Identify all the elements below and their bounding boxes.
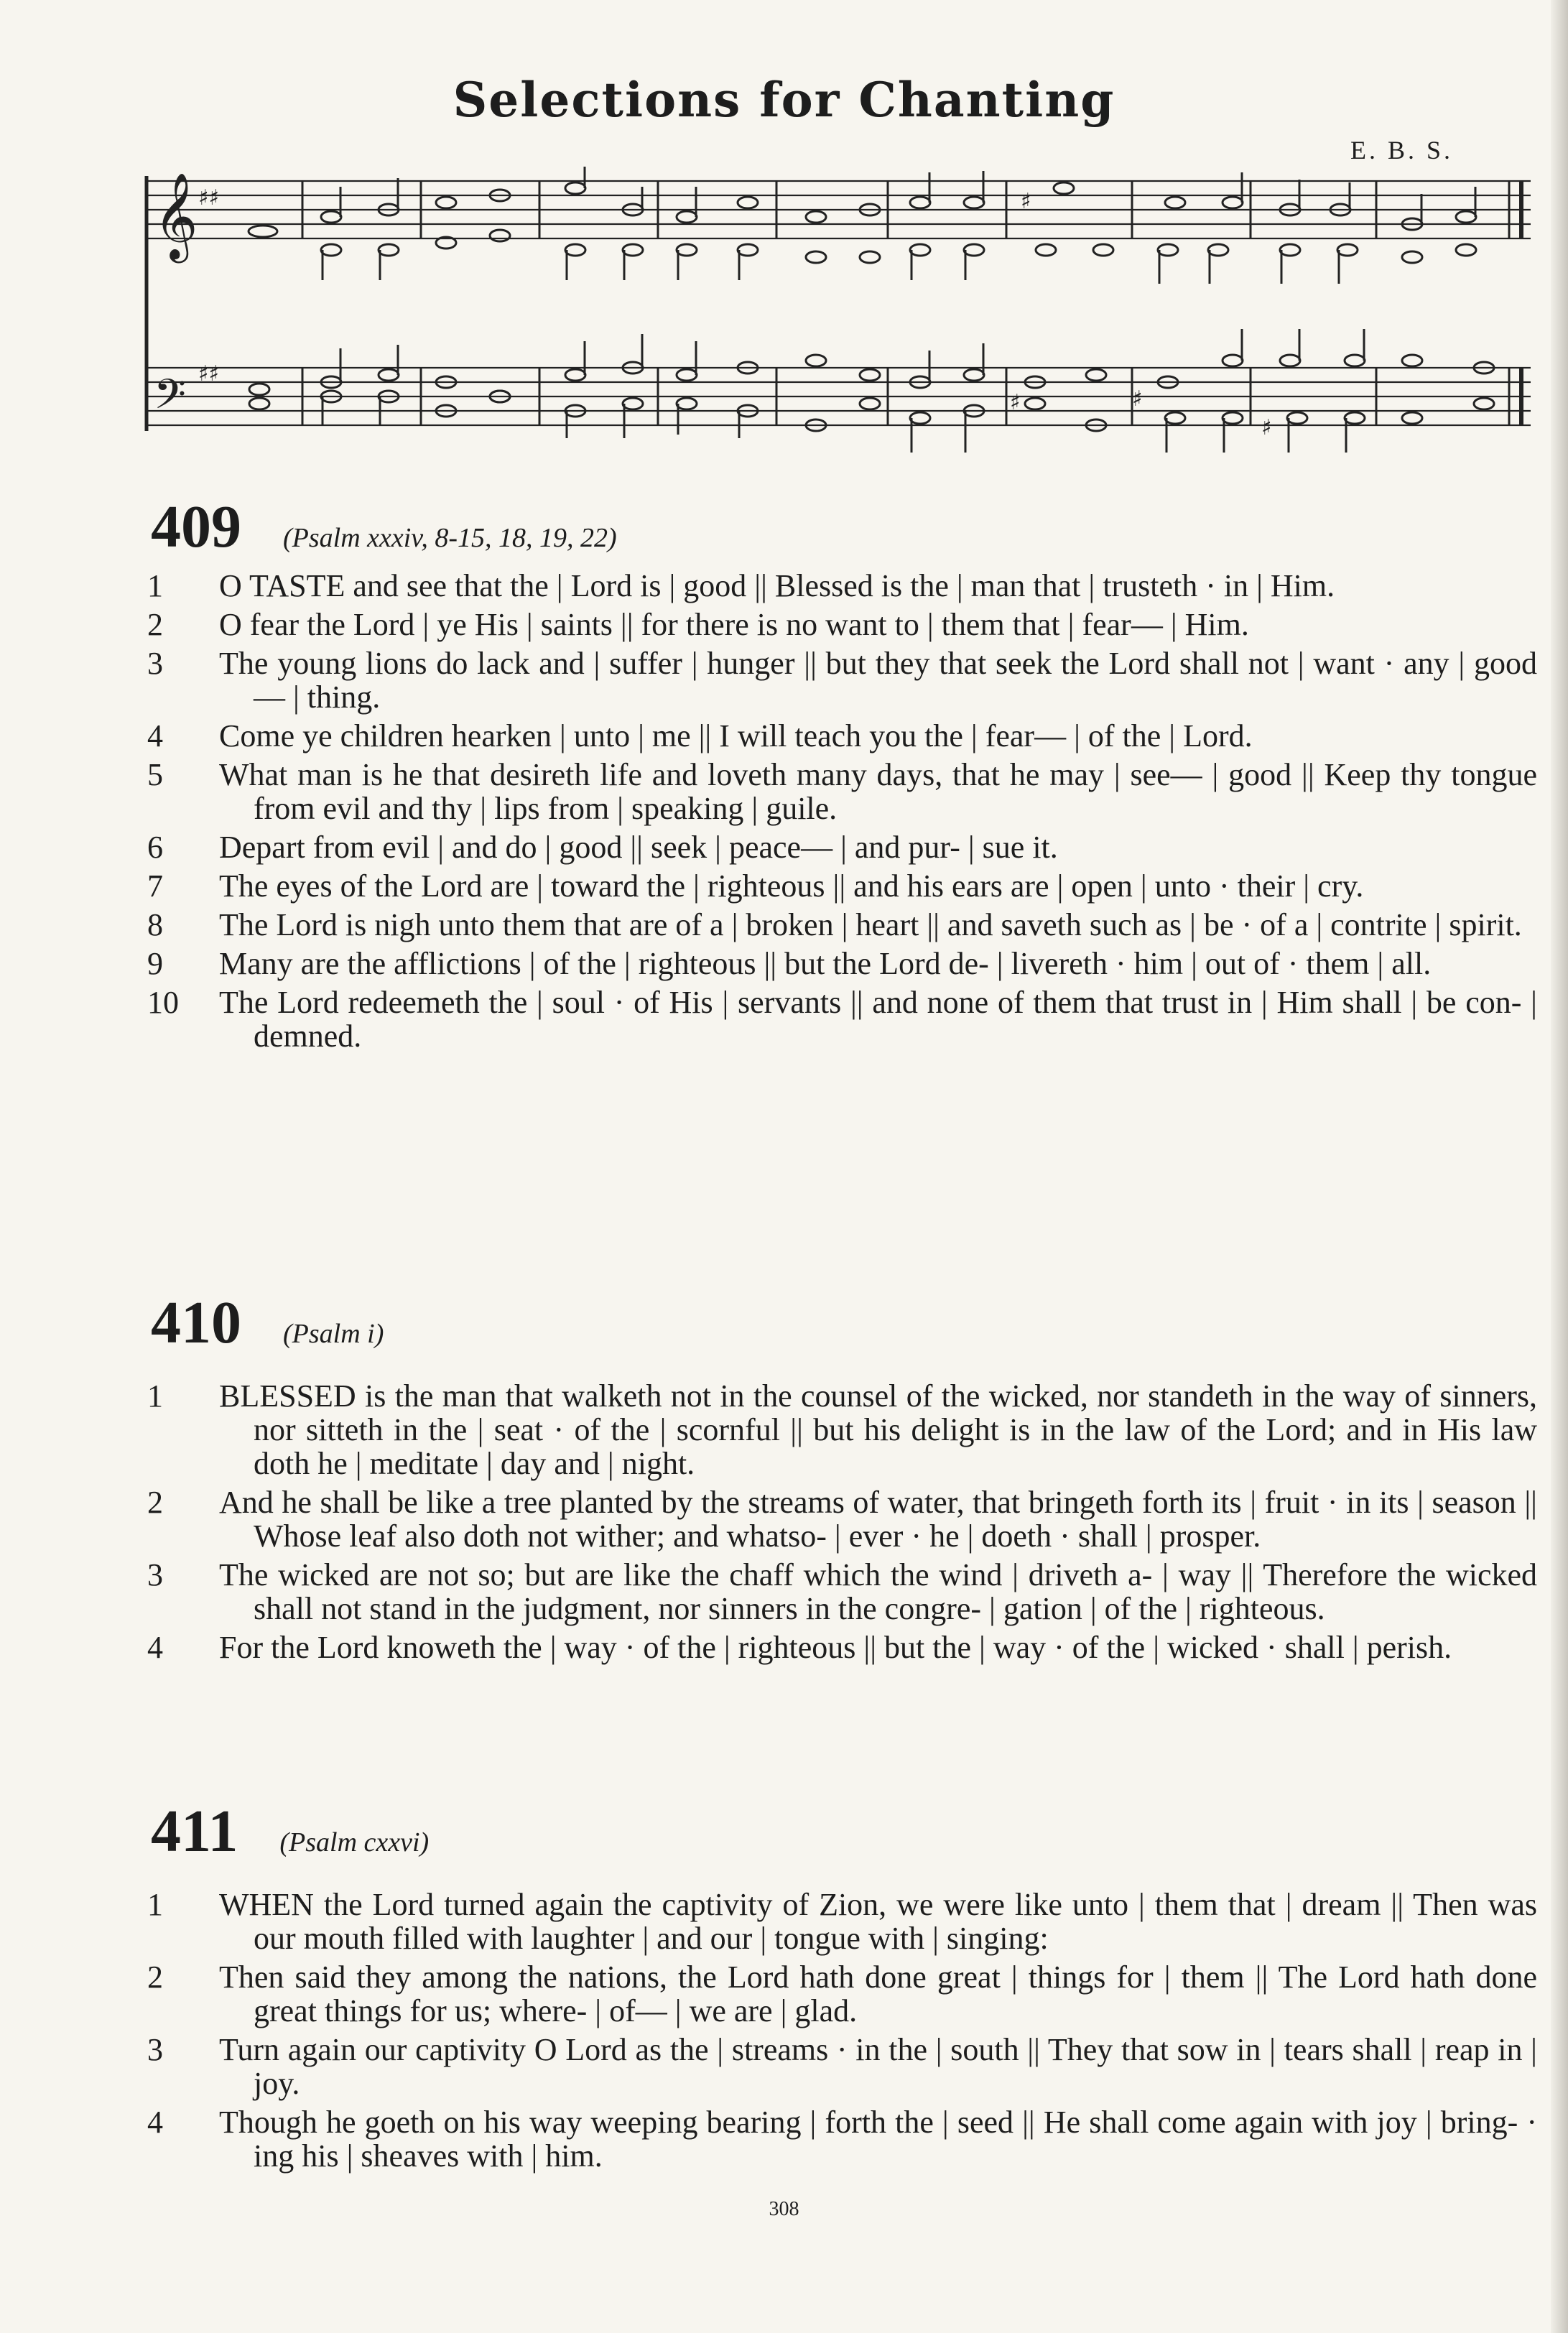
treble-staff: [148, 181, 1531, 238]
psalm-411-heading: [151, 1798, 430, 1865]
verse: 1 WHEN the Lord turned again the captivity of Zion, we were like unto | them that | dream || Then was our mouth filled with laughter | and our | tongue with | singing:: [147, 1887, 1537, 1956]
page-title: Selections for Chanting: [453, 72, 1115, 128]
verse: 8 The Lord is nigh unto them that are of a | broken | heart || and saveth such as | be · of a | contrite | spirit.: [147, 907, 1522, 942]
svg-text:♯: ♯: [1021, 189, 1031, 214]
verse: 4 For the Lord knoweth the | way · of the | righteous || but the | way · of the | wicked · shall | perish.: [147, 1630, 1452, 1665]
svg-text:𝄢: 𝄢: [154, 370, 187, 429]
psalm-number: 409: [151, 493, 241, 560]
verse: 2 O fear the Lord | ye His | saints || for there is no want to | them that | fear— | Him.: [147, 607, 1249, 642]
psalm-reference: (Psalm i): [283, 1319, 384, 1349]
chant-score: [141, 165, 1541, 467]
verse: 7 The eyes of the Lord are | toward the | righteous || and his ears are | open | unto · their | cry.: [147, 868, 1364, 904]
verse: 1 BLESSED is the man that walketh not in the counsel of the wicked, nor standeth in the way of sinners, nor sitteth in the | seat · of the | scornful || but his delight is in the law of the Lord; and in His law doth he | meditate | day and | night.: [147, 1378, 1537, 1481]
psalm-number: 411: [151, 1798, 238, 1865]
bass-notes: [249, 391, 1494, 453]
svg-text:𝄞: 𝄞: [154, 172, 198, 259]
verse: 1 O TASTE and see that the | Lord is | good || Blessed is the | man that | trusteth · in | Him.: [147, 568, 1335, 603]
accidentals: [1010, 189, 1272, 440]
verse: 4 Though he goeth on his way weeping bearing | forth the | seed || He shall come again with joy | bring- · ing his | sheaves with | him.: [147, 2105, 1537, 2174]
clefs: [154, 172, 219, 429]
psalm-reference: (Psalm xxxiv, 8-15, 18, 19, 22): [283, 523, 617, 553]
verse: 2 Then said they among the nations, the Lord hath done great | things for | them || The Lord hath done great things for us; where- | of— | we are | glad.: [147, 1959, 1537, 2028]
verse: 6 Depart from evil | and do | good || seek | peace— | and pur- | sue it.: [147, 830, 1058, 865]
psalm-number: 410: [151, 1289, 241, 1356]
svg-text:♯♯: ♯♯: [198, 185, 220, 210]
tenor-notes: [249, 329, 1494, 402]
page-edge: [1551, 0, 1568, 2333]
svg-text:♯♯: ♯♯: [198, 361, 220, 386]
psalm-410-heading: [151, 1289, 384, 1356]
psalm-411-verses: [147, 1888, 1537, 2178]
psalm-410-verses: [147, 1379, 1537, 1669]
psalm-409-verses: [147, 569, 1537, 1058]
verse: 2 And he shall be like a tree planted by the streams of water, that bringeth forth its | fruit · in its | season || Whose leaf also doth not wither; and whatso- | ever · he | doeth · shall | prosper.: [147, 1485, 1537, 1554]
svg-text:♯: ♯: [1132, 386, 1143, 412]
verse: 10 The Lord redeemeth the | soul · of His | servants || and none of them that trust in | Him shall | be con- | demned.: [147, 985, 1537, 1054]
psalm-reference: (Psalm cxxvi): [279, 1827, 430, 1857]
barlines: [302, 181, 1521, 425]
composer-credit: E. B. S.: [1350, 136, 1454, 164]
treble-notes: [249, 167, 1476, 237]
verse: 3 Turn again our captivity O Lord as the | streams · in the | south || They that sow in | tears shall | reap in | joy.: [147, 2032, 1537, 2101]
svg-text:♯: ♯: [1010, 390, 1021, 415]
verse: 9 Many are the afflictions | of the | righteous || but the Lord de- | livereth · him | out of · them | all.: [147, 946, 1432, 981]
page-number: 308: [769, 2198, 799, 2220]
psalm-409-heading: [151, 493, 617, 560]
bass-staff: [148, 368, 1531, 425]
verse: 4 Come ye children hearken | unto | me || I will teach you the | fear— | of the | Lord.: [147, 718, 1253, 753]
verse: 3 The wicked are not so; but are like the chaff which the wind | driveth a- | way || Therefore the wicked shall not stand in the judgment, nor sinners in the congre- | gation | of the | righteous.: [147, 1557, 1537, 1626]
verse: 3 The young lions do lack and | suffer | hunger || but they that seek the Lord shall not | want · any | good— | thing.: [147, 646, 1537, 715]
svg-text:♯: ♯: [1261, 415, 1272, 440]
verse: 5 What man is he that desireth life and loveth many days, that he may | see— | good || Keep thy tongue from evil and thy | lips from | speaking | guile.: [147, 757, 1537, 826]
